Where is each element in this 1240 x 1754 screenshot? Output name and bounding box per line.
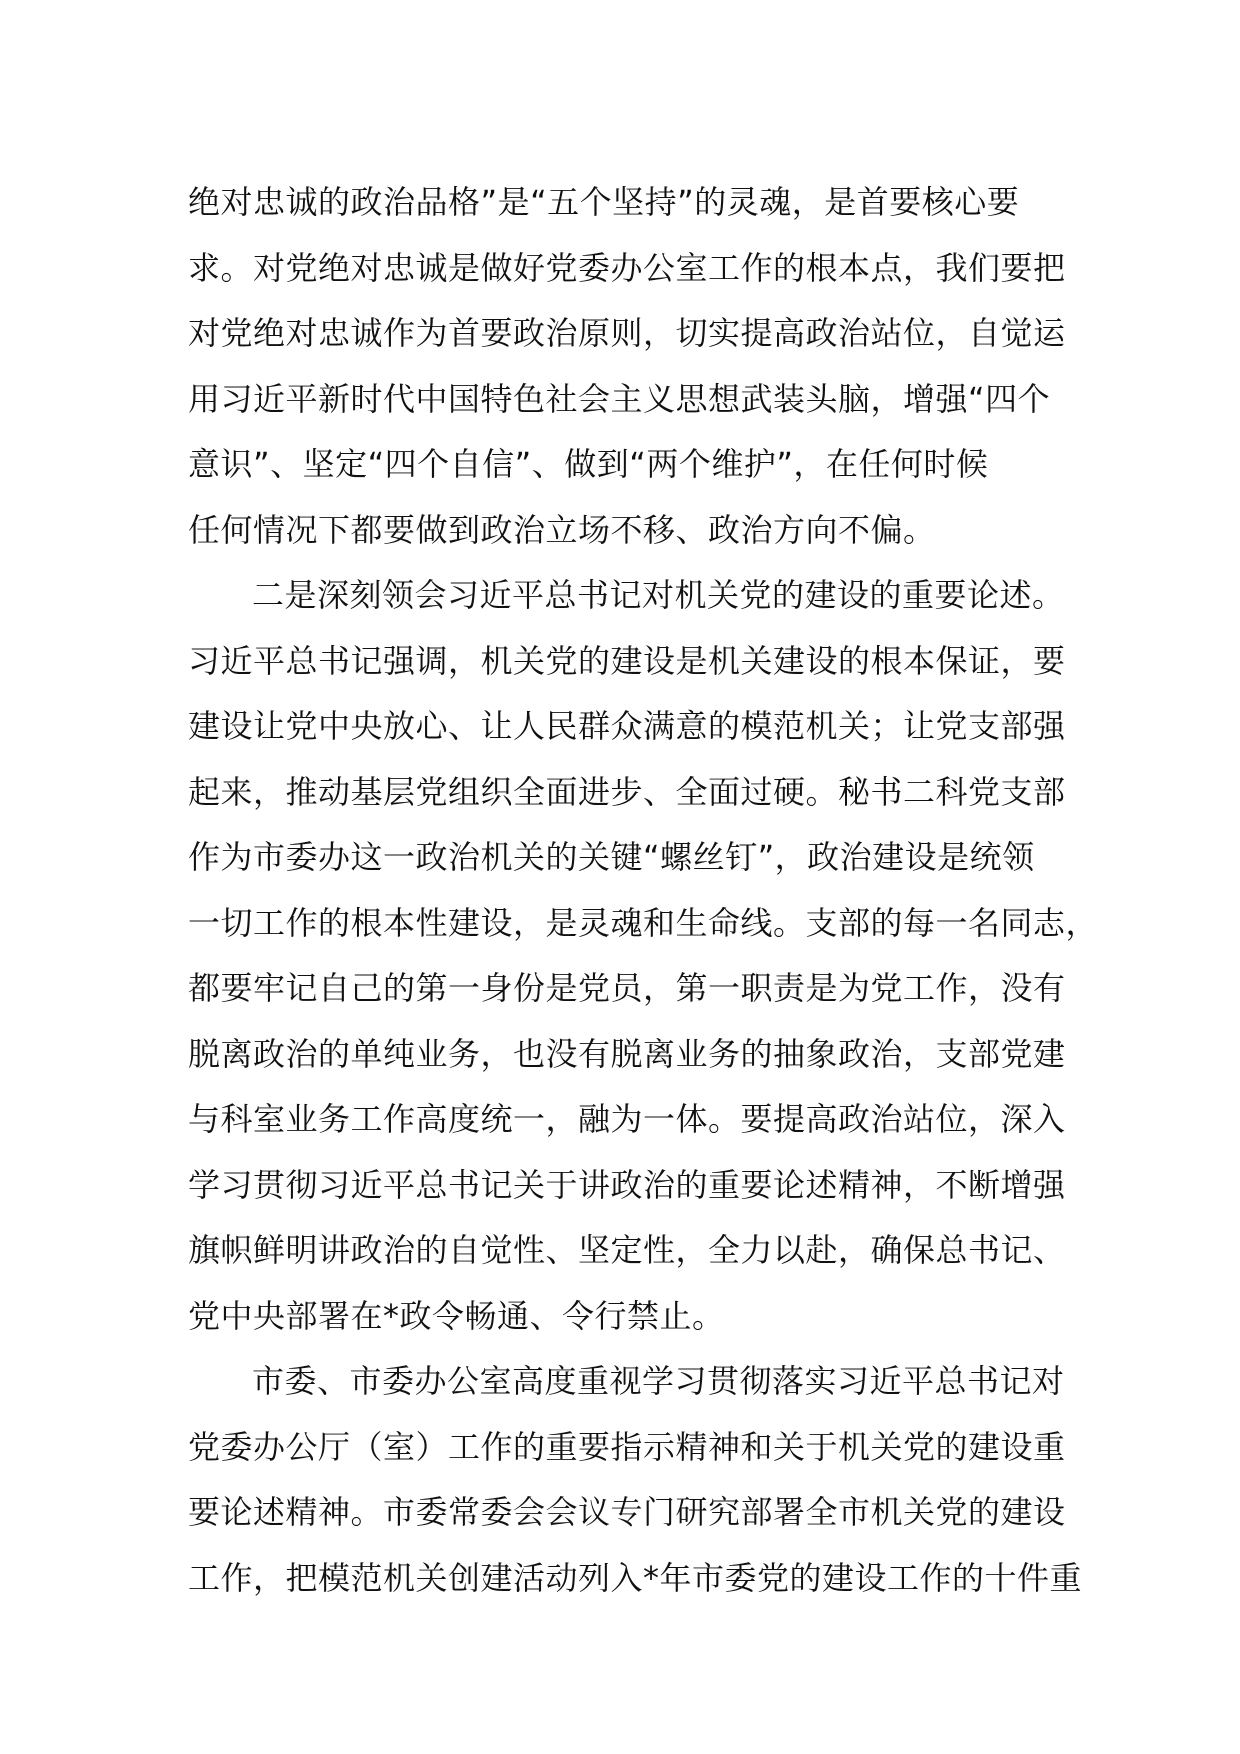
text-line: 工作，把模范机关创建活动列入*年市委党的建设工作的十件重 — [188, 1558, 1083, 1597]
text-line: 党中央部署在*政令畅通、令行禁止。 — [188, 1296, 725, 1335]
paragraph-first-line: 二是深刻领会习近平总书记对机关党的建设的重要论述。 — [252, 576, 1065, 614]
text-line: 学习贯彻习近平总书记关于讲政治的重要论述精神，不断增强 — [188, 1165, 1066, 1204]
text-line: 起来，推动基层党组织全面进步、全面过硬。秘书二科党支部 — [188, 772, 1066, 811]
text-line: 对党绝对忠诚作为首要政治原则，切实提高政治站位，自觉运 — [188, 314, 1066, 352]
text-line: 任何情况下都要做到政治立场不移、政治方向不偏。 — [188, 510, 936, 549]
text-line: 都要牢记自己的第一身份是党员，第一职责是为党工作，没有 — [188, 969, 1066, 1007]
text-line: 要论述精神。市委常委会会议专门研究部署全市机关党的建设 — [188, 1493, 1066, 1531]
document-body — [188, 170, 1099, 1611]
text-line: 求。对党绝对忠诚是做好党委办公室工作的根本点，我们要把 — [188, 248, 1066, 287]
text-line: 意识”、坚定“四个自信”、做到“两个维护”，在任何时候 — [188, 445, 989, 483]
text-line: 党委办公厅（室）工作的重要指示精神和关于机关党的建设重 — [188, 1427, 1066, 1466]
text-line: 脱离政治的单纯业务，也没有脱离业务的抽象政治，支部党建 — [188, 1034, 1066, 1073]
text-line: 一切工作的根本性建设，是灵魂和生命线。支部的每一名同志， — [188, 903, 1099, 942]
text-line: 建设让党中央放心、让人民群众满意的模范机关；让党支部强 — [188, 707, 1066, 745]
text-line: 绝对忠诚的政治品格”是“五个坚持”的灵魂，是首要核心要 — [188, 183, 1020, 221]
text-line: 用习近平新时代中国特色社会主义思想武装头脑，增强“四个 — [188, 379, 1051, 418]
paragraph-first-line: 市委、市委办公室高度重视学习贯彻落实习近平总书记对 — [252, 1362, 1065, 1400]
text-line: 作为市委办这一政治机关的关键“螺丝钉”，政治建设是统领 — [188, 838, 1035, 876]
text-line: 旗帜鲜明讲政治的自觉性、坚定性，全力以赴，确保总书记、 — [188, 1231, 1066, 1269]
text-line: 习近平总书记强调，机关党的建设是机关建设的根本保证，要 — [188, 641, 1066, 680]
text-line: 与科室业务工作高度统一，融为一体。要提高政治站位，深入 — [188, 1100, 1066, 1138]
